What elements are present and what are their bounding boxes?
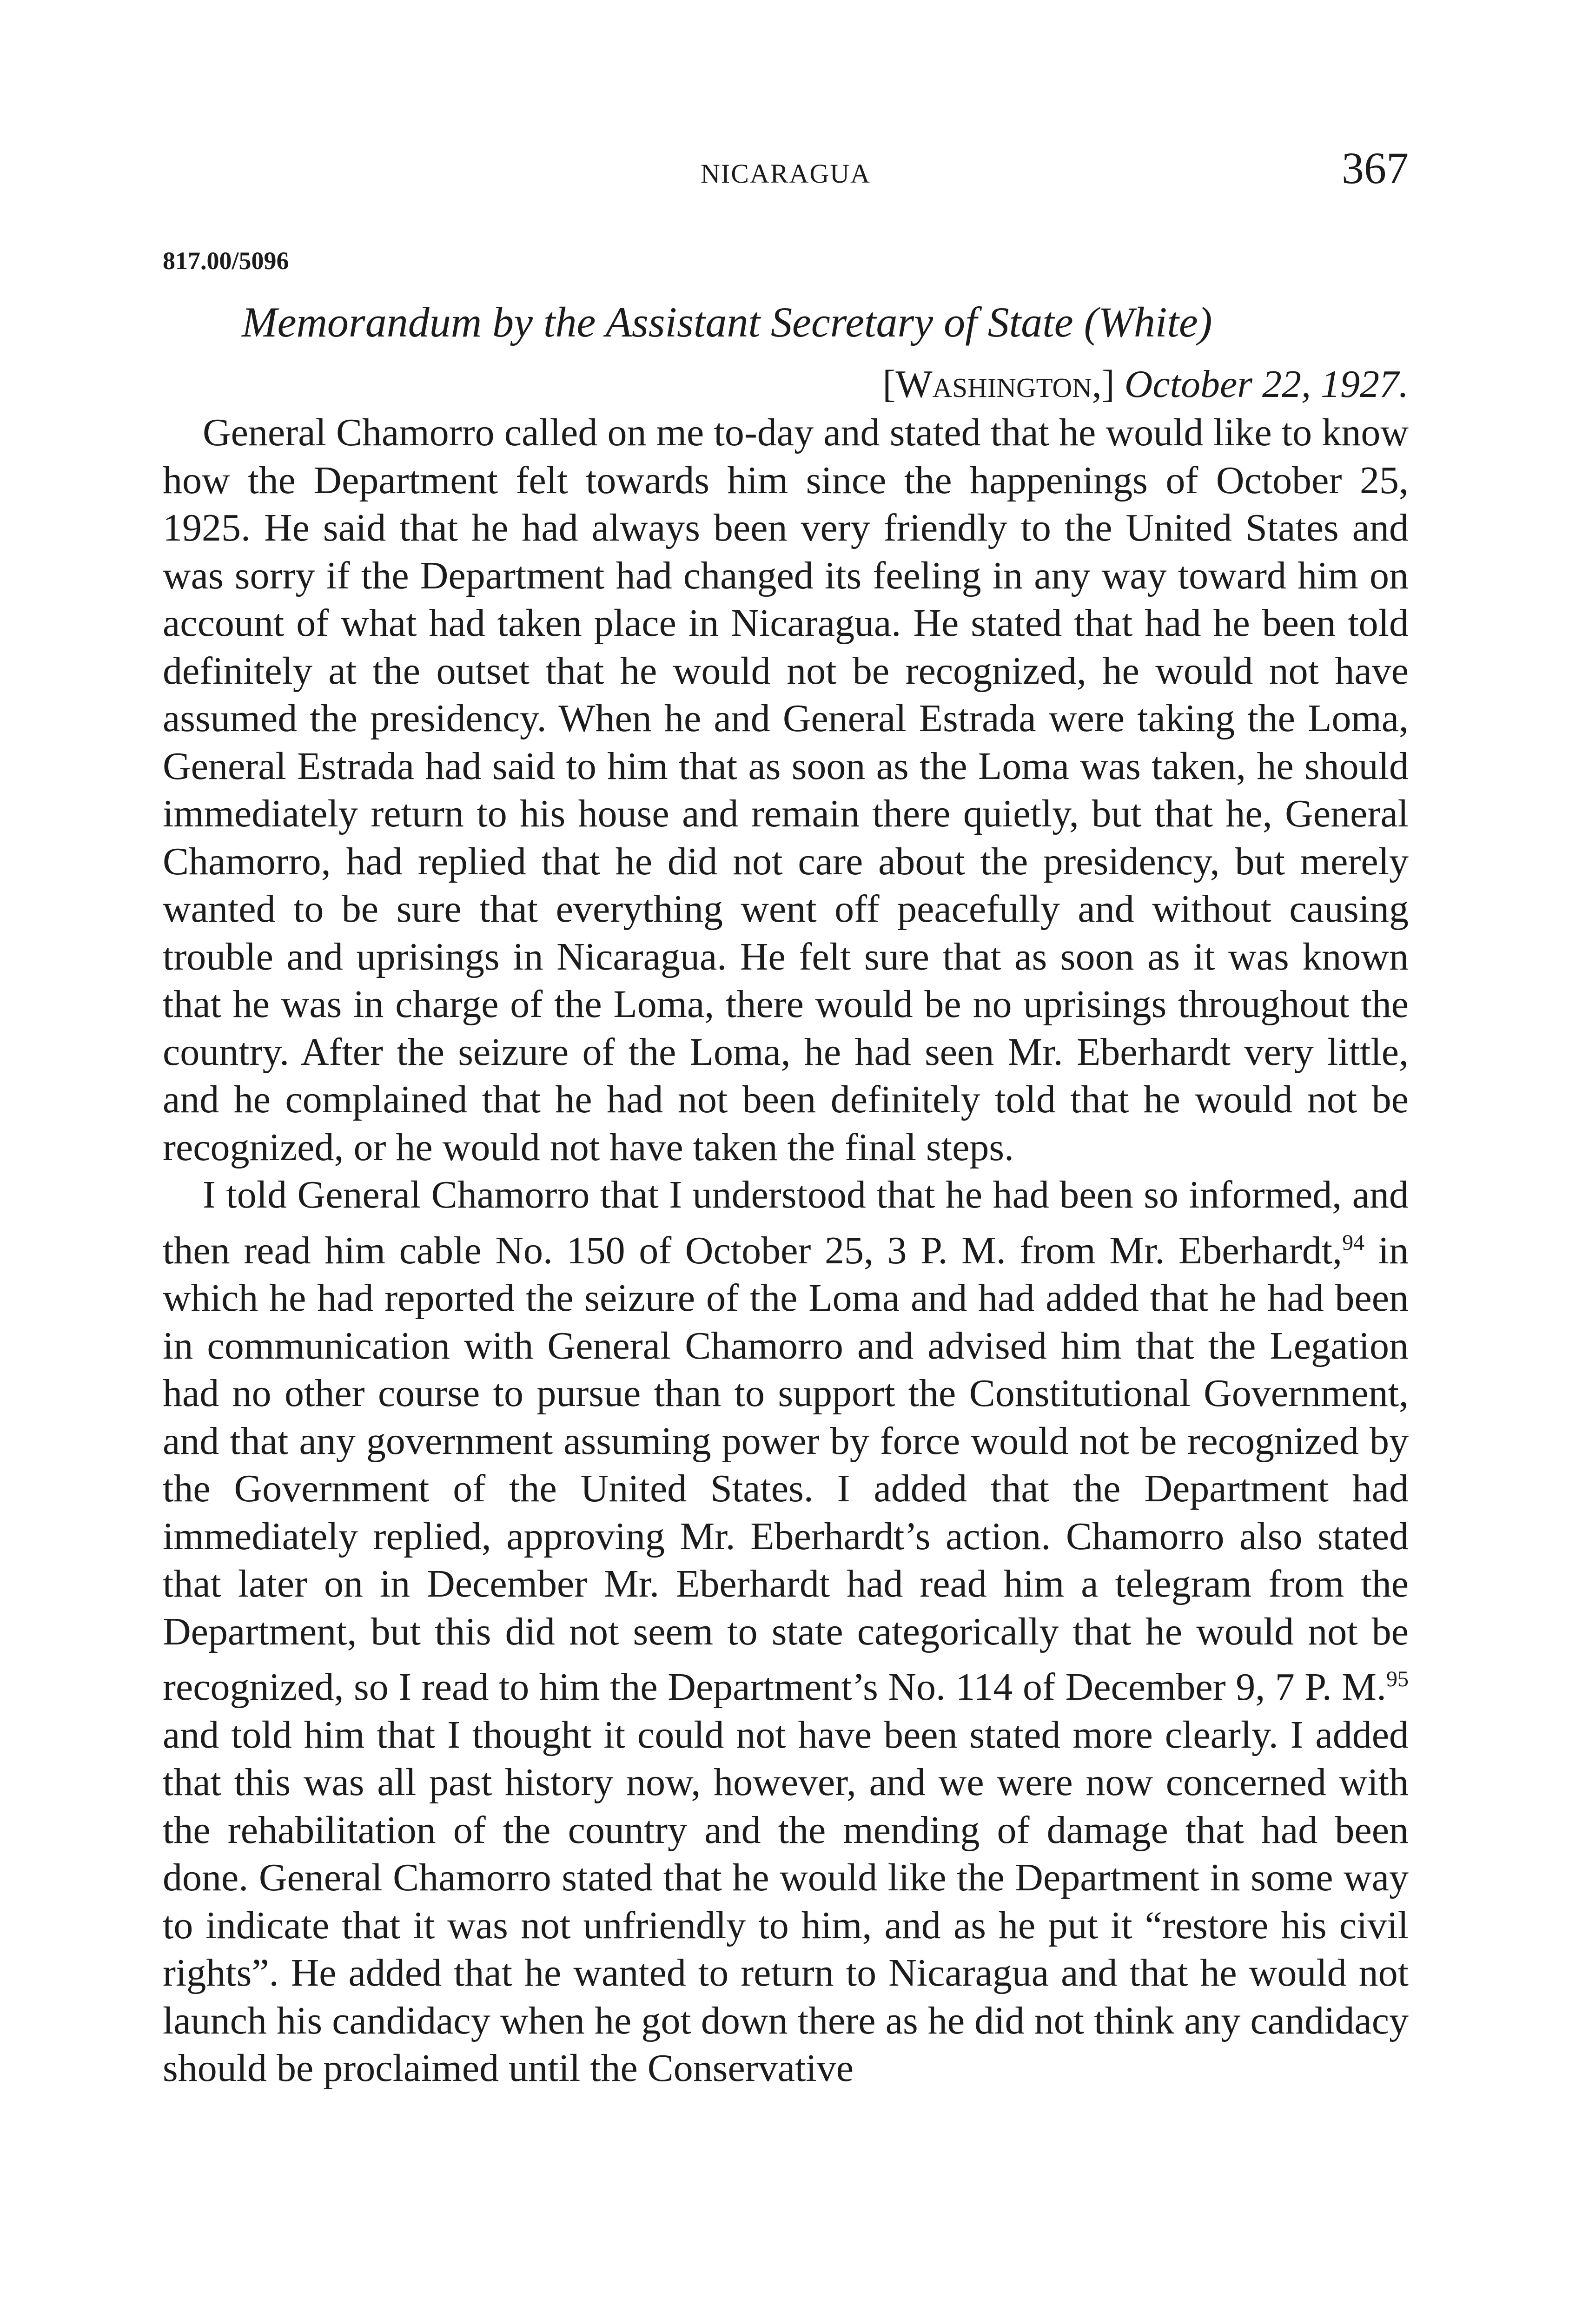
- running-head: [163, 139, 1409, 195]
- paragraph-1: General Chamorro called on me to-day and stated that he would like to know how the Department felt towards him since the happenings of October 25, 1925. He said that he had always been very friendly to the United States and was sorry if the Department had changed its feeling in any way toward him on account of what had taken place in Nicaragua. He stated that had he been told definitely at the outset that he would not be recognized, he would not have assumed the presidency. When he and General Estrada were taking the Loma, General Estrada had said to him that as soon as the Loma was taken, he should immediately return to his house and remain there quietly, but that he, General Chamorro, had replied that he did not care about the presidency, but merely wanted to be sure that everything went off peacefully and without causing trouble and uprisings in Nicaragua. He felt sure that as soon as it was known that he was in charge of the Loma, there would be no uprisings throughout the country. After the seizure of the Loma, he had seen Mr. Eberhardt very little, and he complained that he had not been definitely told that he would not be recognized, or he would not have taken the final steps.: [163, 411, 1409, 1169]
- paragraph-2-part-a: I told General Chamorro that I understood that he had been so informed, and then read him cable No. 150 of October 25, 3 P. M. from Mr. Eberhardt,: [163, 1173, 1409, 1272]
- dateline-place: [Washington,]: [882, 363, 1115, 406]
- memorandum-body: [163, 409, 1409, 2093]
- file-number: 817.00/5096: [163, 247, 289, 275]
- dateline-date: October 22, 1927.: [1124, 363, 1409, 406]
- paragraph-2: [163, 1171, 1409, 2093]
- running-title: NICARAGUA: [701, 158, 871, 189]
- paragraph-2-part-c: and told him that I thought it could not have been stated more clearly. I added that this was all past history now, however, and we were now concerned with the rehabilitation of the country and the mending of damage that had been done. General Chamorro stated that he would like the Department in some way to indicate that it was not unfriendly to him, and as he put it “restore his civil rights”. He added that he wanted to return to Nicaragua and that he would not launch his candidacy when he got down there as he did not think any candidacy should be proclaimed until the Conservative: [163, 1713, 1409, 2090]
- paragraph-2-part-b: in which he had reported the seizure of the Loma and had added that he had been in communication with General Chamorro and advised him that the Legation had no other course to pursue than to support the Constitutional Government, and that any government assuming power by force would not be recognized by the Government of the United States. I added that the Department had immediately replied, approving Mr. Eberhardt’s action. Chamorro also stated that later on in December Mr. Eberhardt had read him a telegram from the Department, but this did not seem to state categorically that he would not be recognized, so I read to him the Department’s No. 114 of December 9, 7 P. M.: [163, 1228, 1409, 1709]
- dateline: [882, 362, 1409, 407]
- page-number: 367: [1342, 143, 1409, 193]
- footnote-ref-94: 94: [1342, 1230, 1365, 1255]
- footnote-ref-95: 95: [1386, 1667, 1409, 1691]
- document-title: Memorandum by the Assistant Secretary of State (White): [242, 298, 1212, 346]
